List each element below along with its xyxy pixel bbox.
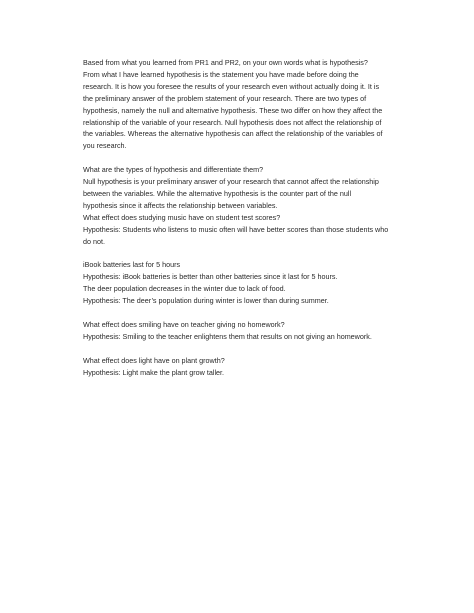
example-question: What effect does studying music have on student test scores?	[83, 212, 281, 222]
paragraph-gap	[83, 247, 431, 259]
answer-line: Null hypothesis is your preliminary answer of your research that cannot affect the relationship	[83, 177, 379, 187]
answer-line: between the variables. While the alternative hypothesis is the counter part of the null	[83, 188, 352, 198]
example-hypothesis: Hypothesis: The deer’s population during winter is lower than during summer.	[83, 296, 329, 306]
paragraph-gap	[83, 343, 431, 355]
example-hypothesis: Hypothesis: iBook batteries is better than other batteries since it last for 5 hours.	[83, 272, 338, 282]
question-types: What are the types of hypothesis and differentiate them?	[83, 165, 264, 175]
example-statement: The deer population decreases in the winter due to lack of food.	[83, 284, 286, 294]
paragraph-gap	[83, 307, 431, 319]
document-body	[83, 57, 431, 378]
answer-line: From what I have learned hypothesis is the statement you have made before doing the	[83, 69, 359, 79]
paragraph-gap	[83, 152, 431, 164]
answer-line: the preliminary answer of the problem statement of your research. There are two types of	[83, 93, 367, 103]
example-hypothesis: Hypothesis: Light make the plant grow taller.	[83, 367, 225, 377]
answer-line: you research.	[83, 141, 127, 151]
example-hypothesis: Hypothesis: Students who listens to music often will have better scores than those students who	[83, 224, 389, 234]
question-definition: Based from what you learned from PR1 and PR2, on your own words what is hypothesis?	[83, 58, 368, 67]
example-hypothesis: do not.	[83, 236, 105, 246]
answer-line: hypothesis, namely the null and alternative hypothesis. These two differ on how they affect the	[83, 105, 383, 115]
answer-line: hypothesis since it affects the relationship between variables.	[83, 200, 278, 210]
example-statement: iBook batteries last for 5 hours	[83, 260, 181, 270]
answer-line: relationship of the variable of your research. Null hypothesis does not affect the relationship of	[83, 117, 382, 127]
example-hypothesis: Hypothesis: Smiling to the teacher enlightens them that results on not giving an homework.	[83, 331, 372, 341]
example-question: What effect does smiling have on teacher giving no homework?	[83, 319, 285, 329]
answer-line: the variables. Whereas the alternative hypothesis can affect the relationship of the variables of	[83, 129, 383, 139]
answer-line: research. It is how you foresee the results of your research even without actually doing it. It is	[83, 81, 380, 91]
example-question: What effect does light have on plant growth?	[83, 355, 225, 365]
